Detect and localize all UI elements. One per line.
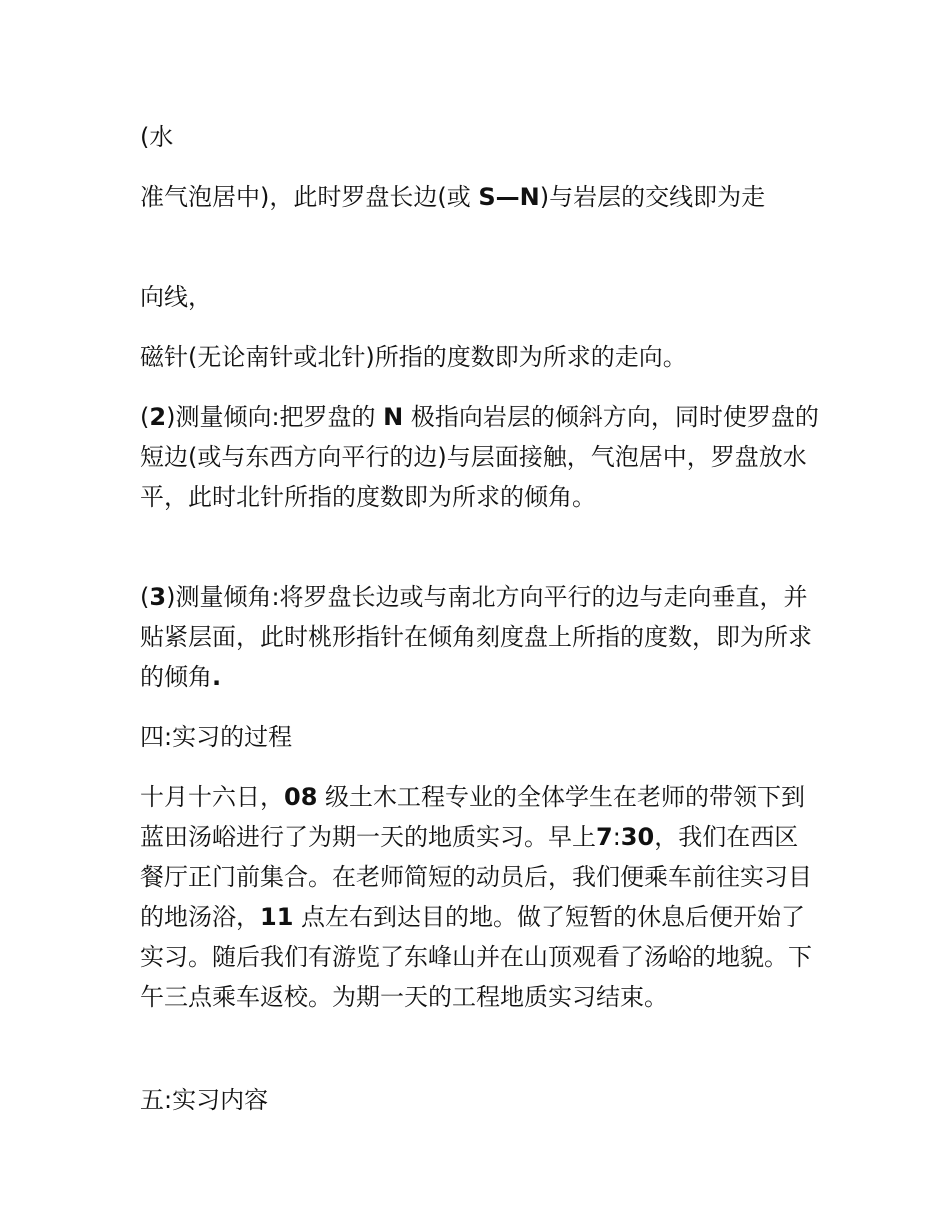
bold-run: 2 — [149, 403, 167, 431]
bold-run: 11 — [260, 903, 294, 931]
bold-run: 3 — [149, 583, 167, 611]
bold-run: 08 — [284, 783, 318, 811]
bold-run: 7 — [596, 823, 613, 851]
paragraph-strike-line: 准气泡居中)，此时罗盘长边(或 S—N)与岩层的交线即为走 — [140, 183, 766, 211]
paragraph-level-bubble-fragment: (水 — [140, 123, 174, 151]
paragraph-needle-reading: 磁针(无论南针或北针)所指的度数即为所求的走向。 — [140, 343, 687, 371]
paragraph-strike-line-end: 向线， — [140, 283, 212, 311]
bold-run: . — [212, 663, 222, 691]
paragraph-internship-narrative: 十月十六日，08 级土木工程专业的全体学生在老师的带领下到蓝田汤峪进行了为期一天的地质实习。早上7:30，我们在西区餐厅正门前集合。在老师简短的动员后，我们便乘车前往实习目的地汤浴，11 点左右到达目的地。做了短暂的休息后便开始了实习。随后我们有游览了东峰山并在山顶观看了汤峪的地貌。下午三点乘车返校。为期一天的工程地质实习结束。 — [140, 783, 812, 1011]
bold-run: N — [383, 403, 404, 431]
bold-run: 30 — [620, 823, 655, 851]
bold-run: S—N — [478, 183, 540, 211]
heading-internship-content: 五:实习内容 — [140, 1086, 269, 1114]
paragraph-measure-dip-direction: (2)测量倾向:把罗盘的 N 极指向岩层的倾斜方向，同时使罗盘的短边(或与东西方向平行的边)与层面接触，气泡居中，罗盘放水平，此时北针所指的度数即为所求的倾角。 — [140, 403, 819, 511]
paragraph-measure-dip-angle: (3)测量倾角:将罗盘长边或与南北方向平行的边与走向垂直，并贴紧层面，此时桃形指针在倾角刻度盘上所指的度数，即为所求的倾角. — [140, 583, 812, 691]
heading-internship-process: 四:实习的过程 — [140, 723, 293, 751]
